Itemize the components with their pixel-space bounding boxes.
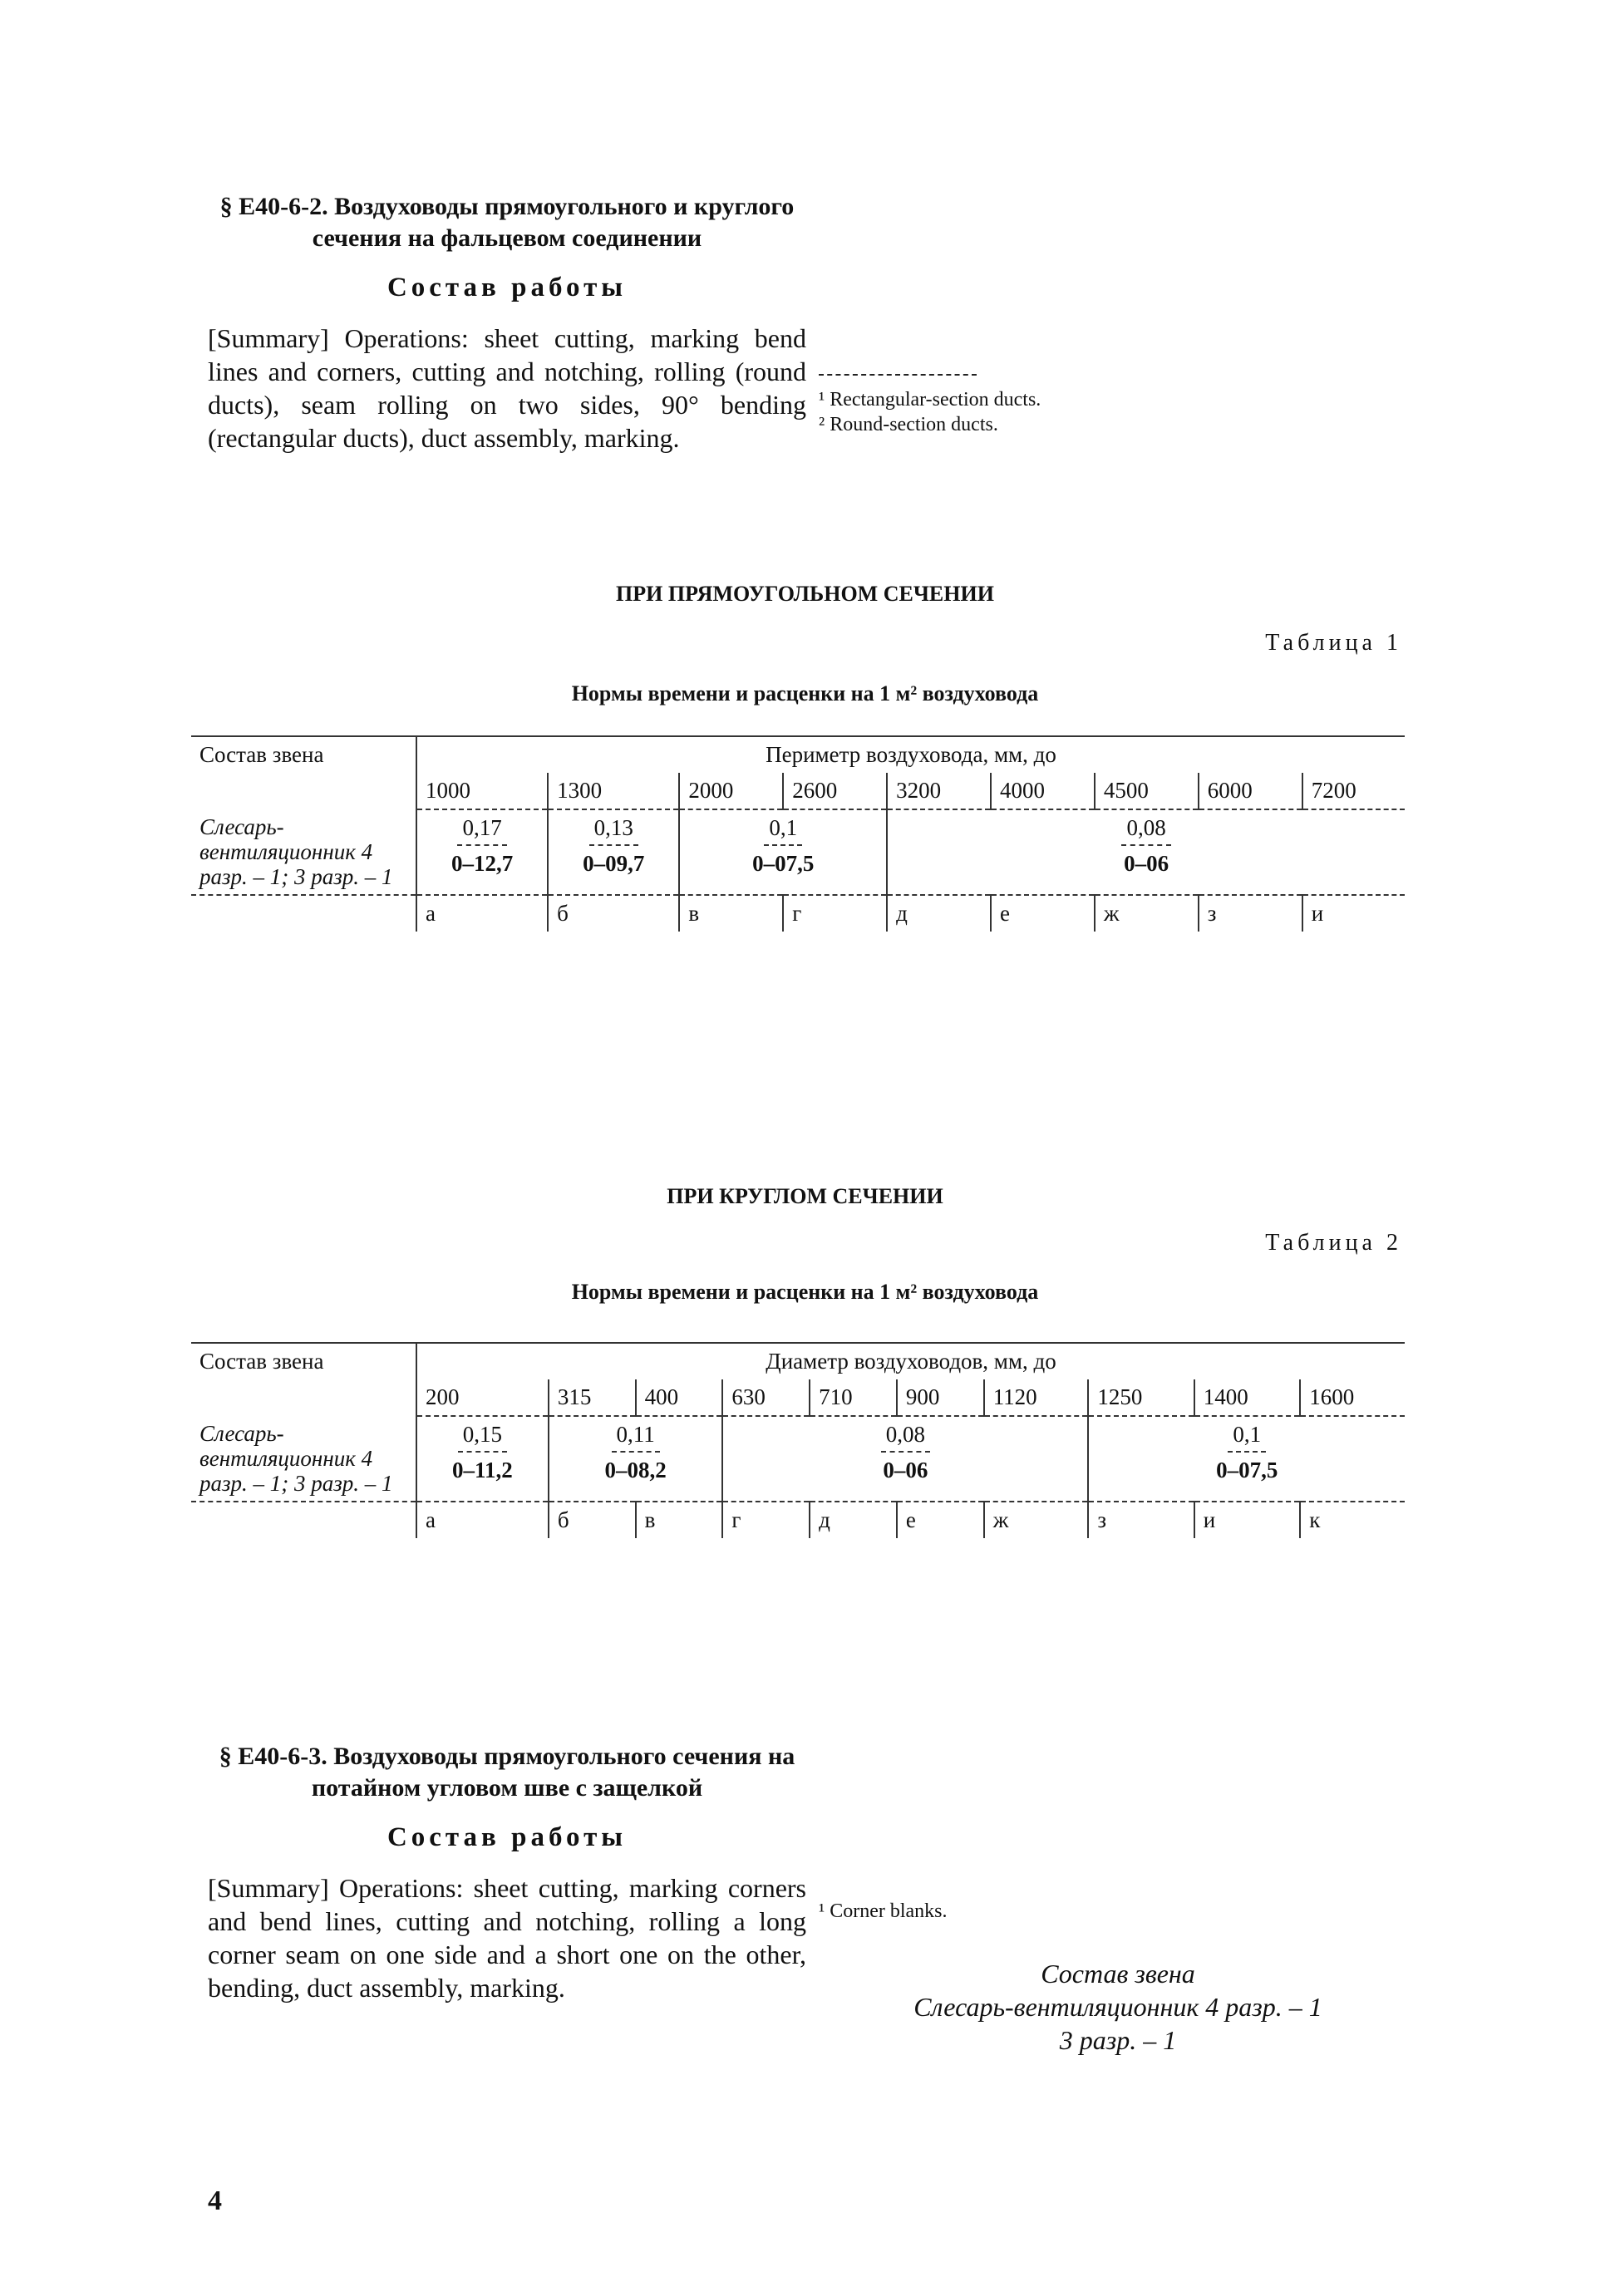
table1-col-8: 7200 (1302, 773, 1405, 809)
table1-col-2: 2000 (679, 773, 783, 809)
table1-letter-2: в (679, 895, 783, 932)
table1-crew-header: Состав звена (191, 736, 416, 809)
section1-footnote-1: ¹ Rectangular-section ducts. (819, 389, 1041, 411)
table1-col-4: 3200 (887, 773, 991, 809)
table1-letter-5: е (991, 895, 1095, 932)
table2-caption: Нормы времени и расценки на 1 м² воздуховода (571, 1280, 1039, 1304)
table1-letter-0: а (416, 895, 548, 932)
table1-cell-a: 0,17 0–12,7 (416, 809, 548, 895)
section1-footnote-2: ² Round-section ducts. (819, 414, 998, 435)
table2 (191, 1342, 1405, 1538)
section1-right-column (819, 191, 1417, 437)
section2-crew-line1: Слесарь-вентиляционник 4 разр. – 1 (913, 1992, 1322, 2022)
page-number: 4 (208, 2185, 222, 2216)
section2-work-heading: Состав работы (386, 1822, 628, 1852)
section2-left-column (208, 1741, 806, 2004)
table1-letter-7: з (1199, 895, 1302, 932)
table2-letter-7: з (1088, 1502, 1194, 1538)
table2-heading: ПРИ КРУГЛОМ СЕЧЕНИИ (667, 1184, 943, 1208)
section1-title: § Е40-6-2. Воздуховоды прямоугольного и круглого сечения на фальцевом соединении (219, 193, 795, 252)
table2-col-7: 1250 (1088, 1379, 1194, 1416)
section2-footnote: ¹ Corner blanks. (819, 1900, 948, 1922)
table1-letter-8: и (1302, 895, 1405, 932)
table1-col-7: 6000 (1199, 773, 1302, 809)
table2-col-8: 1400 (1194, 1379, 1300, 1416)
table2-letter-2: в (636, 1502, 723, 1538)
table1-col-6: 4500 (1095, 773, 1199, 809)
table2-wrap (191, 1342, 1405, 1538)
table2-letter-5: е (897, 1502, 984, 1538)
table2-crew: Слесарь-вентиляционник 4 разр. – 1; 3 разр. – 1 (191, 1416, 416, 1502)
table2-letter-8: и (1194, 1502, 1300, 1538)
table2-group-header: Диаметр воздуховодов, мм, до (416, 1343, 1405, 1379)
table2-cell-z-k: 0,1 0–07,5 (1088, 1416, 1405, 1502)
table1-col-3: 2600 (783, 773, 887, 809)
table1-cell-b: 0,13 0–09,7 (548, 809, 679, 895)
table1-heading: ПРИ ПРЯМОУГОЛЬНОМ СЕЧЕНИИ (616, 582, 994, 606)
table1-letter-1: б (548, 895, 679, 932)
table1-letter-6: ж (1095, 895, 1199, 932)
section1-work-heading: Состав работы (386, 273, 628, 302)
table1-crew: Слесарь-вентиляционник 4 разр. – 1; 3 разр. – 1 (191, 809, 416, 895)
section2-title: § Е40-6-3. Воздуховоды прямоугольного сечения на потайном угловом шве с защелкой (219, 1743, 795, 1802)
table1-col-5: 4000 (991, 773, 1095, 809)
table1-letter-4: д (887, 895, 991, 932)
section2-right-column (819, 1741, 1417, 2057)
table1-group-header: Периметр воздуховода, мм, до (416, 736, 1405, 773)
table1-cell-d-i: 0,08 0–06 (887, 809, 1405, 895)
table2-col-0: 200 (416, 1379, 549, 1416)
table1-cell-vg: 0,1 0–07,5 (679, 809, 887, 895)
table1 (191, 735, 1405, 932)
table2-label: Таблица 2 (1265, 1230, 1402, 1256)
table2-letter-0: а (416, 1502, 549, 1538)
table2-col-6: 1120 (984, 1379, 1089, 1416)
section2-crew-line2: 3 разр. – 1 (1059, 2025, 1177, 2055)
table2-letter-1: б (549, 1502, 636, 1538)
table1-letter-spacer (191, 895, 416, 932)
section2-crew-title: Состав звена (1041, 1959, 1195, 1989)
table2-letter-4: д (810, 1502, 897, 1538)
table2-col-5: 900 (897, 1379, 984, 1416)
table2-letter-6: ж (984, 1502, 1089, 1538)
section2-work-text: [Summary] Operations: sheet cutting, marking corners and bend lines, cutting and notching, rolling a long corner seam on one side and a short one on the other, bending, duct assembly, marking. (208, 1873, 806, 2003)
table2-letter-9: к (1300, 1502, 1405, 1538)
table1-letter-3: г (783, 895, 887, 932)
table2-cell-a: 0,15 0–11,2 (416, 1416, 549, 1502)
table1-label: Таблица 1 (1265, 630, 1402, 656)
table2-letter-3: г (722, 1502, 810, 1538)
section1-left-column (208, 191, 806, 455)
table2-crew-header: Состав звена (191, 1343, 416, 1416)
table2-col-2: 400 (636, 1379, 723, 1416)
table2-cell-g-zh: 0,08 0–06 (722, 1416, 1088, 1502)
table1-col-1: 1300 (548, 773, 679, 809)
table2-letter-spacer (191, 1502, 416, 1538)
table2-col-9: 1600 (1300, 1379, 1405, 1416)
section2-crew-block (819, 1957, 1417, 2057)
table1-wrap (191, 735, 1405, 932)
table1-caption: Нормы времени и расценки на 1 м² воздуховода (571, 681, 1039, 706)
table1-col-0: 1000 (416, 773, 548, 809)
table2-cell-bv: 0,11 0–08,2 (549, 1416, 723, 1502)
table2-col-3: 630 (722, 1379, 810, 1416)
table2-col-1: 315 (549, 1379, 636, 1416)
footnote-divider (819, 374, 977, 376)
table2-col-4: 710 (810, 1379, 897, 1416)
section1-work-text: [Summary] Operations: sheet cutting, marking bend lines and corners, cutting and notching, rolling (round ducts), seam rolling on two sides, 90° bending (rectangular ducts), duct assembly, marking. (208, 323, 806, 453)
